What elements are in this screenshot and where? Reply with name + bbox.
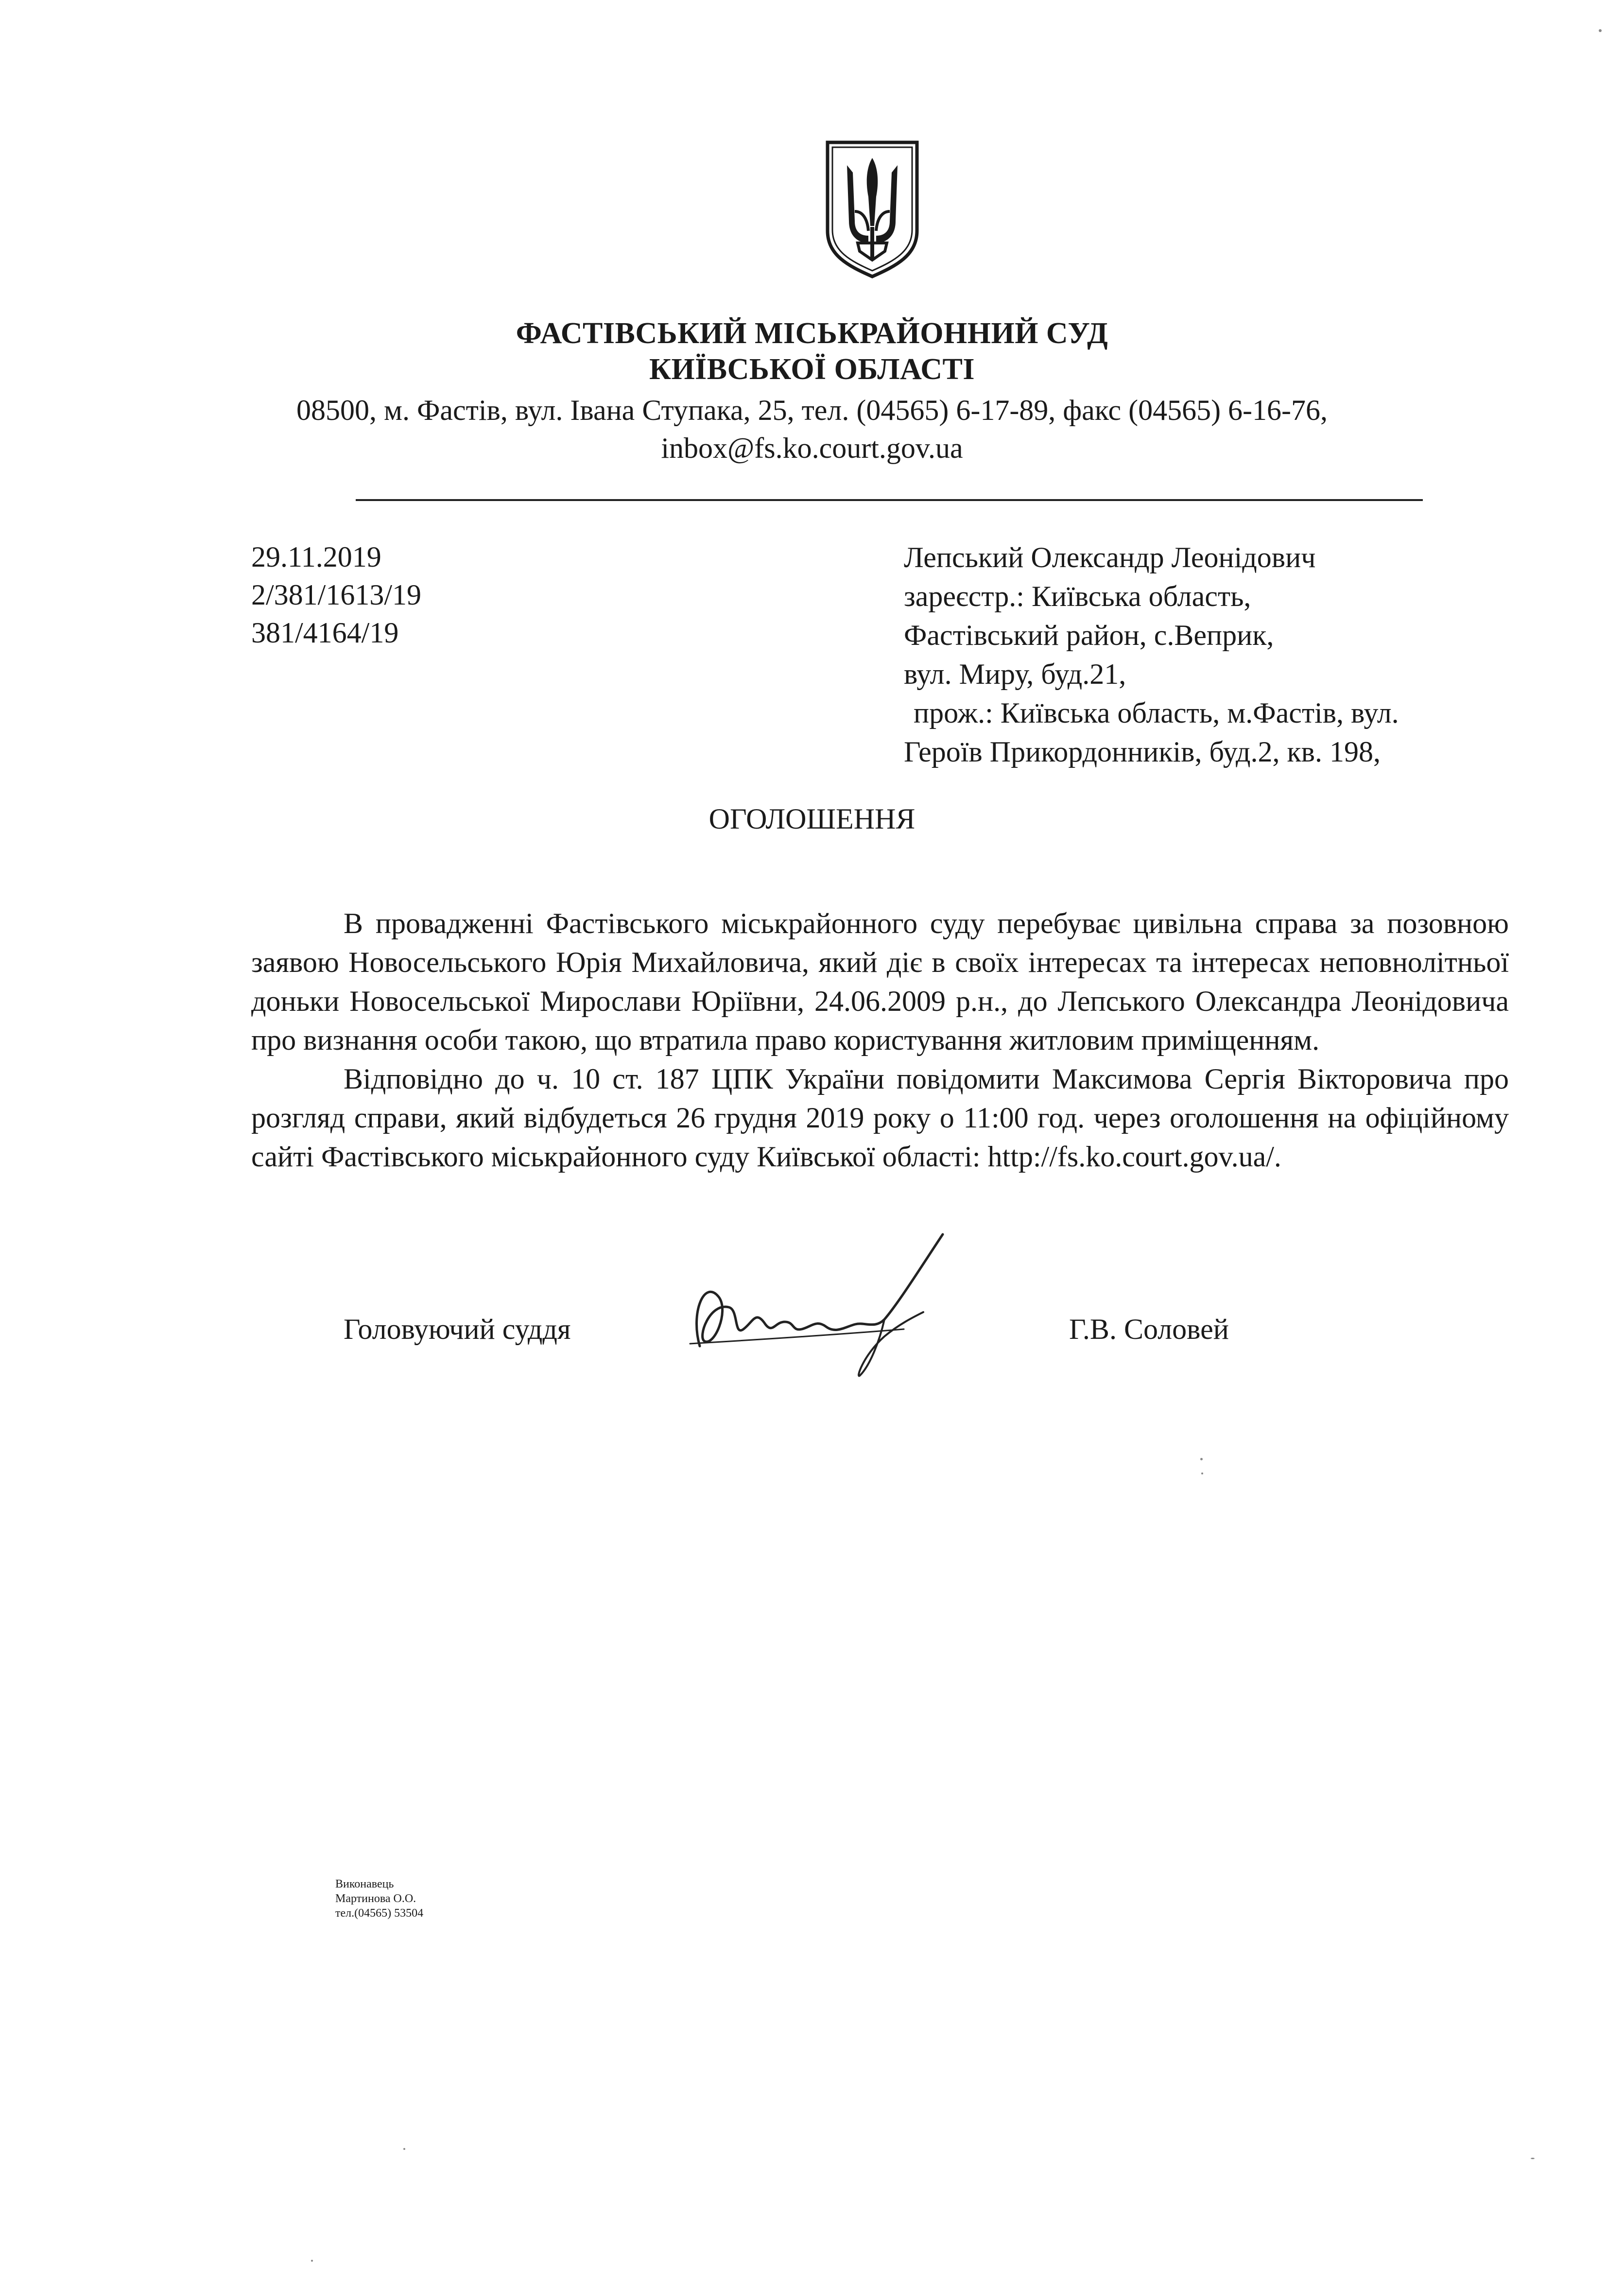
case-number-2: 381/4164/19 (251, 617, 399, 649)
executor-label: Виконавець (335, 1878, 394, 1890)
body-paragraph: В провадженні Фастівського міськрайонного суду перебуває цивільна справа за позовною заявою Новосельського Юрія Михайловича, який діє в своїх інтересах та інтересах неповнолітньої доньки Новосельської Мирослави Юріївни, 24.06.2009 р.н., до Лепського Олександра Леонідовича про визнання особи такою, що втратила право користування житловим приміщенням. (251, 907, 1509, 1056)
body-paragraph: Відповідно до ч. 10 ст. 187 ЦПК України повідомити Максимова Сергія Вікторовича про розгляд справи, який відбудеться 26 грудня 2019 року о 11:00 год. через оголошення на офіційному сайті Фастівського міськрайонного суду Київської області: http://fs.ko.court.gov.ua/. (251, 1063, 1509, 1173)
executor-block (335, 1877, 423, 1921)
addressee-name: Лепський Олександр Леонідович (904, 541, 1316, 573)
scan-speck (1599, 29, 1602, 32)
court-email: inbox@fs.ko.court.gov.ua (661, 432, 963, 464)
addressee-block (904, 538, 1399, 771)
addressee-line: прож.: Київська область, м.Фастів, вул. (914, 697, 1399, 729)
document-date: 29.11.2019 (251, 541, 381, 573)
case-number-1: 2/381/1613/19 (251, 579, 422, 611)
document-references (251, 538, 421, 652)
court-name-line2: КИЇВСЬКОЇ ОБЛАСТІ (649, 353, 975, 386)
scan-speck (403, 2148, 405, 2150)
scan-speck (311, 2260, 313, 2262)
document-title: ОГОЛОШЕННЯ (708, 803, 916, 835)
handwritten-signature (671, 1225, 962, 1385)
signer-name: Г.В. Соловей (1069, 1313, 1229, 1345)
addressee-line: вул. Миру, буд.21, (904, 658, 1126, 690)
scan-speck (1201, 1472, 1203, 1474)
addressee-line: Фастівський район, с.Веприк, (904, 619, 1274, 651)
scan-speck (1531, 2158, 1535, 2159)
trident-coat-of-arms-icon (824, 139, 921, 279)
executor-name: Мартинова О.О. (335, 1892, 416, 1905)
header-divider (356, 499, 1423, 501)
addressee-line: Героїв Прикордонників, буд.2, кв. 198, (904, 736, 1381, 768)
executor-phone: тел.(04565) 53504 (335, 1907, 424, 1920)
addressee-line: зареєстр.: Київська область, (904, 580, 1251, 612)
court-address: 08500, м. Фастів, вул. Івана Ступака, 25, тел. (04565) 6-17-89, факс (04565) 6-16-76, (296, 394, 1328, 426)
signer-position: Головуючий суддя (344, 1313, 571, 1345)
scan-speck (1200, 1458, 1203, 1460)
court-name-line1: ФАСТІВСЬКИЙ МІСЬКРАЙОННИЙ СУД (516, 317, 1108, 350)
document-body (251, 904, 1509, 1176)
